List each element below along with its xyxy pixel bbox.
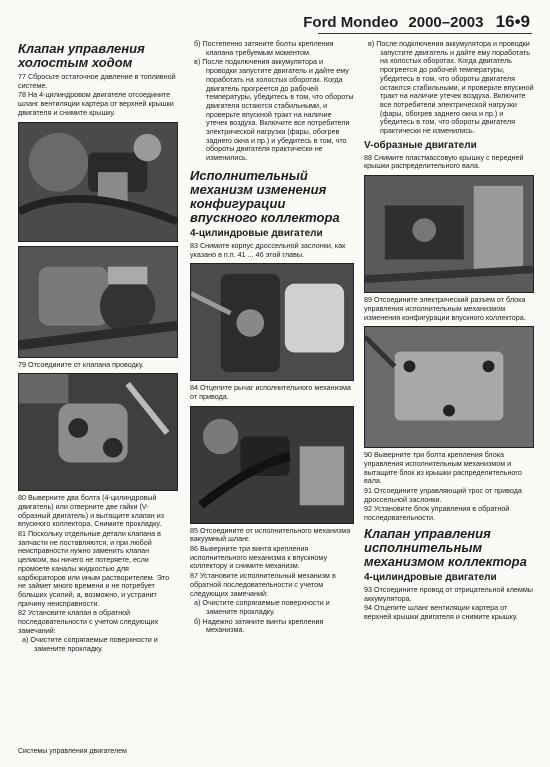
step-93: 93 Отсоедините провод от отрицательной клеммы аккумулятора. [364, 584, 533, 603]
engine-photo-illustration [19, 123, 177, 241]
step-80: 80 Выверните два болта (4-цилиндровый двигатель) или отверните две гайки (V-образный двигатель) и вытащите клапан из впускного коллектора. Снимите прокладку. [18, 493, 165, 529]
photo-84 [190, 263, 354, 381]
page-number: 16•9 [495, 12, 530, 31]
photo-78 [18, 122, 178, 242]
column-3 [364, 40, 534, 623]
photo-90 [364, 326, 534, 448]
subheading-4cyl: 4-цилиндровые двигатели [364, 571, 497, 583]
caption-79: 79 Отсоедините от клапана проводку. [18, 359, 144, 369]
step-82-a: а) Очистите сопрягаемые поверхности и замените прокладку. [22, 635, 158, 654]
step-82: 82 Установите клапан в обратной последовательности с учетом следующих замечаний: [18, 608, 159, 635]
note-v: в) После подключения аккумулятора и проводки запустите двигатель и дайте ему поработать на холостых оборотах. Когда двигатель прогреется до рабочей температуры, убедитесь в том, что обороты двигателя остаются стабильными, и проверьте впускной тракт на наличие утечек воздуха. Включите все потребители электрической нагрузки (фары, обогрев заднего окна и пр.) и убедитесь в том, что обороты двигателя практически не изменились. [194, 57, 354, 163]
section-heading-manifold-valve: Клапан управления исполнительным механизмом коллектора [364, 525, 527, 569]
step-78: 78 На 4-цилиндровом двигателе отсоедините шланг вентиляции картера от верхней крышки двигателя и снимите крышку. [18, 90, 174, 117]
step-83: 83 Снимите корпус дроссельной заслонки, как указано в п.п. 41 ... 46 этой главы. [190, 240, 346, 259]
running-header [303, 12, 530, 32]
step-81: 81 Поскольку отдельные детали клапана в запчасти не поставляются, и при любой неисправности нужно заменить клапан целиком, вы ничего не потеряете, если промоете каналы жидкостью для карбюраторов или иным растворителем. Это не займет много времени и не потребует больших усилий, а, возможно, и устранит причину неисправности. [18, 529, 170, 608]
photo-80 [18, 373, 178, 491]
step-87-a: а) Очистите сопрягаемые поверхности и замените прокладку. [194, 598, 330, 616]
photo-79 [18, 246, 178, 358]
caption-89: 89 Отсоедините электрический разъем от блока управления исполнительным механизмом изменения конфигурации впускного коллектора. [364, 295, 526, 322]
caption-84: 84 Отцепите рычаг исполнительного механизма от привода. [190, 383, 351, 401]
page-footer: Системы управления двигателем [18, 748, 127, 755]
step-87-b: б) Надежно затяните винты крепления механизма. [194, 616, 324, 635]
step-87: 87 Установите исполнительный механизм в обратной последовательности с учетом следующих замечаний: [190, 571, 336, 598]
engine-photo-illustration [19, 247, 177, 357]
photo-85 [190, 406, 354, 524]
note-v: в) После подключения аккумулятора и проводки запустите двигатель и дайте ему поработать на холостых оборотах. Когда двигатель прогреется до рабочей температуры, убедитесь в том, что обороты двигателя остаются стабильными, и проверьте впускной тракт на наличие утечек воздуха. Включите все потребители электрической нагрузки (фары, обогрев заднего окна и пр.) и убедитесь в том, что обороты двигателя практически не изменились. [368, 39, 534, 136]
section-heading-actuator: Исполнительный механизм изменения конфигурации впускного коллектора [190, 167, 340, 225]
step-91: 91 Отсоедините управляющий трос от привода дроссельной заслонки. [364, 486, 522, 504]
subheading-4cyl: 4-цилиндровые двигатели [190, 227, 323, 239]
note-b: б) Постепенно затяните болты крепления клапана требуемым моментом. [194, 39, 334, 57]
photo-88 [364, 175, 534, 293]
engine-photo-illustration [191, 264, 353, 380]
engine-photo-illustration [365, 327, 533, 447]
engine-photo-illustration [191, 407, 353, 523]
step-88: 88 Снимите пластмассовую крышку с передней крышки распределительного вала. [364, 152, 524, 171]
column-1 [18, 40, 178, 655]
header-rule [318, 33, 532, 34]
engine-photo-illustration [19, 374, 177, 490]
engine-photo-illustration [365, 176, 533, 292]
step-94: 94 Отцепите шланг вентиляции картера от верхней крышки двигателя и снимите крышку. [364, 603, 518, 621]
caption-85: 85 Отсоедините от исполнительного механизма вакуумный шланг. [190, 525, 351, 544]
step-92: 92 Установите блок управления в обратной последовательности. [364, 504, 510, 523]
book-years: 2000–2003 [408, 14, 484, 31]
subheading-vee: V-образные двигатели [364, 139, 477, 151]
book-title: Ford Mondeo [303, 14, 399, 31]
step-86: 86 Выверните три винта крепления исполнительного механизма к впускному коллектору и снимите механизм. [190, 544, 328, 571]
caption-90: 90 Выверните три болта крепления блока управления исполнительным механизмом и вытащите блок из крышки распределительного вала. [364, 450, 522, 486]
step-77: 77 Сбросьте остаточное давление в топливной системе. [18, 72, 176, 90]
section-heading-idle-valve: Клапан управления холостым ходом [18, 41, 145, 70]
column-2 [190, 40, 354, 636]
